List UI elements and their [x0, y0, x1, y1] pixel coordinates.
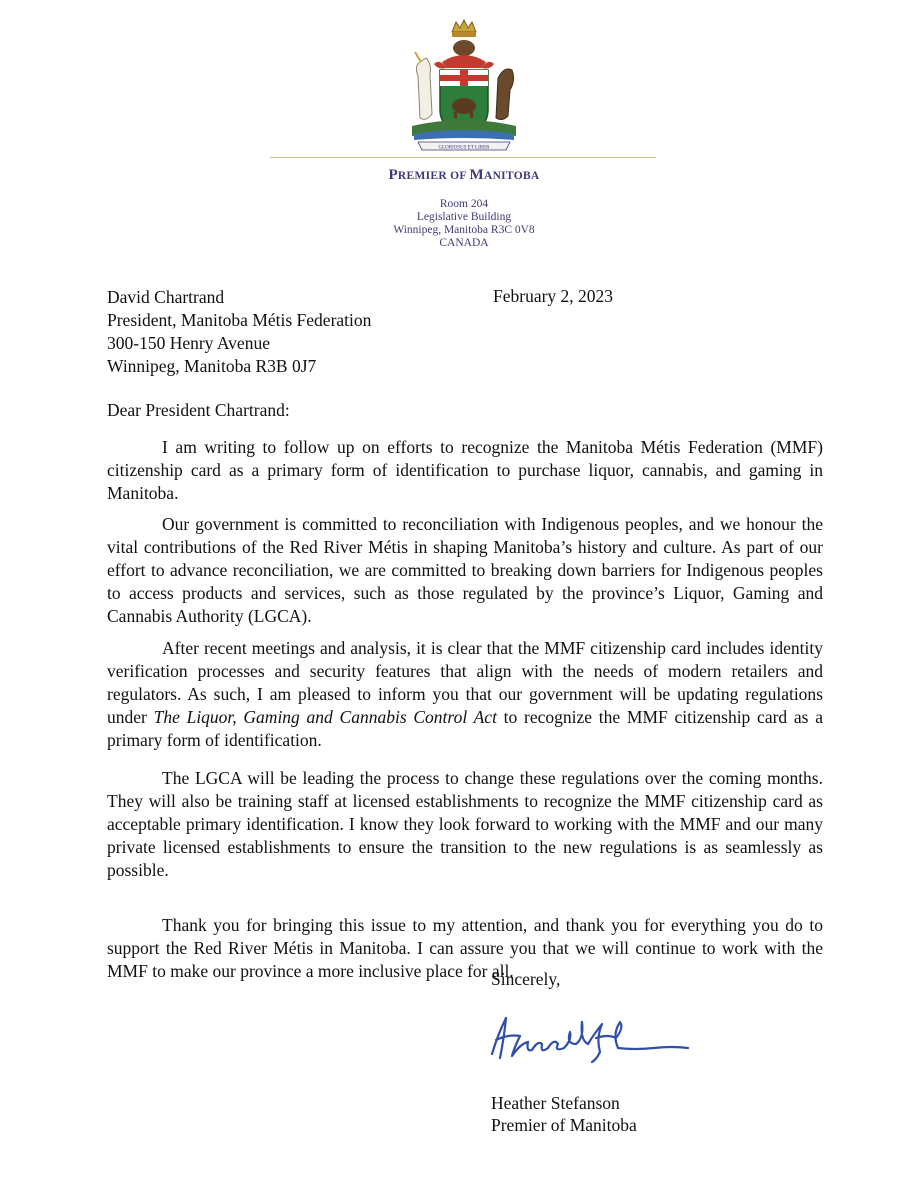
office-title-p: P — [388, 167, 398, 183]
office-address-line: CANADA — [439, 237, 489, 249]
office-title-m: M — [469, 167, 484, 183]
crest-motto: GLORIOSUS ET LIBER — [438, 145, 490, 151]
letter-date: February 2, 2023 — [493, 286, 614, 306]
body-paragraph-1: I am writing to follow up on efforts to recognize the Manitoba Métis Federation (MMF) citizenship card as a primary form of identification to purchase liquor, cannabis, and gaming in Manitoba. — [107, 437, 823, 503]
office-title-anitoba: ANITOBA — [483, 170, 540, 182]
closing: Sincerely, — [491, 969, 561, 989]
office-address-line: Room 204 — [439, 198, 489, 210]
recipient-name: David Chartrand — [107, 287, 225, 307]
signer-name: Heather Stefanson — [491, 1093, 620, 1113]
body-paragraph-2: Our government is committed to reconciliation with Indigenous peoples, and we honour the vital contributions of the Red River Métis in shaping Manitoba’s history and culture. As part of our effort to advance reconciliation, we are committed to breaking down barriers for Indigenous peoples to access products and services, such as those regulated by the province’s Liquor, Gaming and Cannabis Authority (LGCA). — [107, 514, 823, 626]
recipient-block — [107, 286, 371, 378]
letterhead-divider — [270, 157, 656, 158]
body-paragraph-3 — [107, 637, 823, 752]
coat-of-arms — [404, 18, 524, 158]
act-title: The Liquor, Gaming and Cannabis Control Act — [153, 707, 497, 727]
recipient-city: Winnipeg, Manitoba R3B 0J7 — [107, 356, 317, 376]
office-title-remier: REMIER OF — [397, 170, 470, 182]
body-paragraph-3-text: After recent meetings and analysis, it is clear that the MMF citizenship card includes identity verification processes and security features that align with the needs of modern retailers and regulators. As such, I am pleased to inform you that our government will be updating regulations under — [107, 638, 823, 727]
recipient-title: President, Manitoba Métis Federation — [107, 310, 372, 330]
office-address — [0, 198, 915, 250]
body-paragraph-4: The LGCA will be leading the process to change these regulations over the coming months. They will also be training staff at licensed establishments to recognize the MMF citizenship card as acceptable primary identification. I know they look forward to working with the MMF and our many private licensed establishments to ensure the transition to the new regulations is as seamlessly as possible. — [107, 768, 823, 880]
recipient-street: 300-150 Henry Avenue — [107, 333, 270, 353]
signer-block — [491, 1092, 637, 1136]
office-address-line: Winnipeg, Manitoba R3C 0V8 — [393, 224, 535, 236]
body-paragraph-5: Thank you for bringing this issue to my attention, and thank you for everything you do to support the Red River Métis in Manitoba. I can assure you that we will continue to work with the MMF to make our province a more inclusive place for all. — [107, 915, 823, 981]
body-paragraph-3-text-end: to recognize the MMF citizenship card as a primary form of identification. — [107, 707, 823, 750]
handwritten-signature — [484, 1004, 694, 1066]
office-title — [0, 166, 915, 184]
salutation: Dear President Chartrand: — [107, 400, 290, 420]
office-address-line: Legislative Building — [416, 211, 512, 223]
signer-title: Premier of Manitoba — [491, 1115, 637, 1135]
